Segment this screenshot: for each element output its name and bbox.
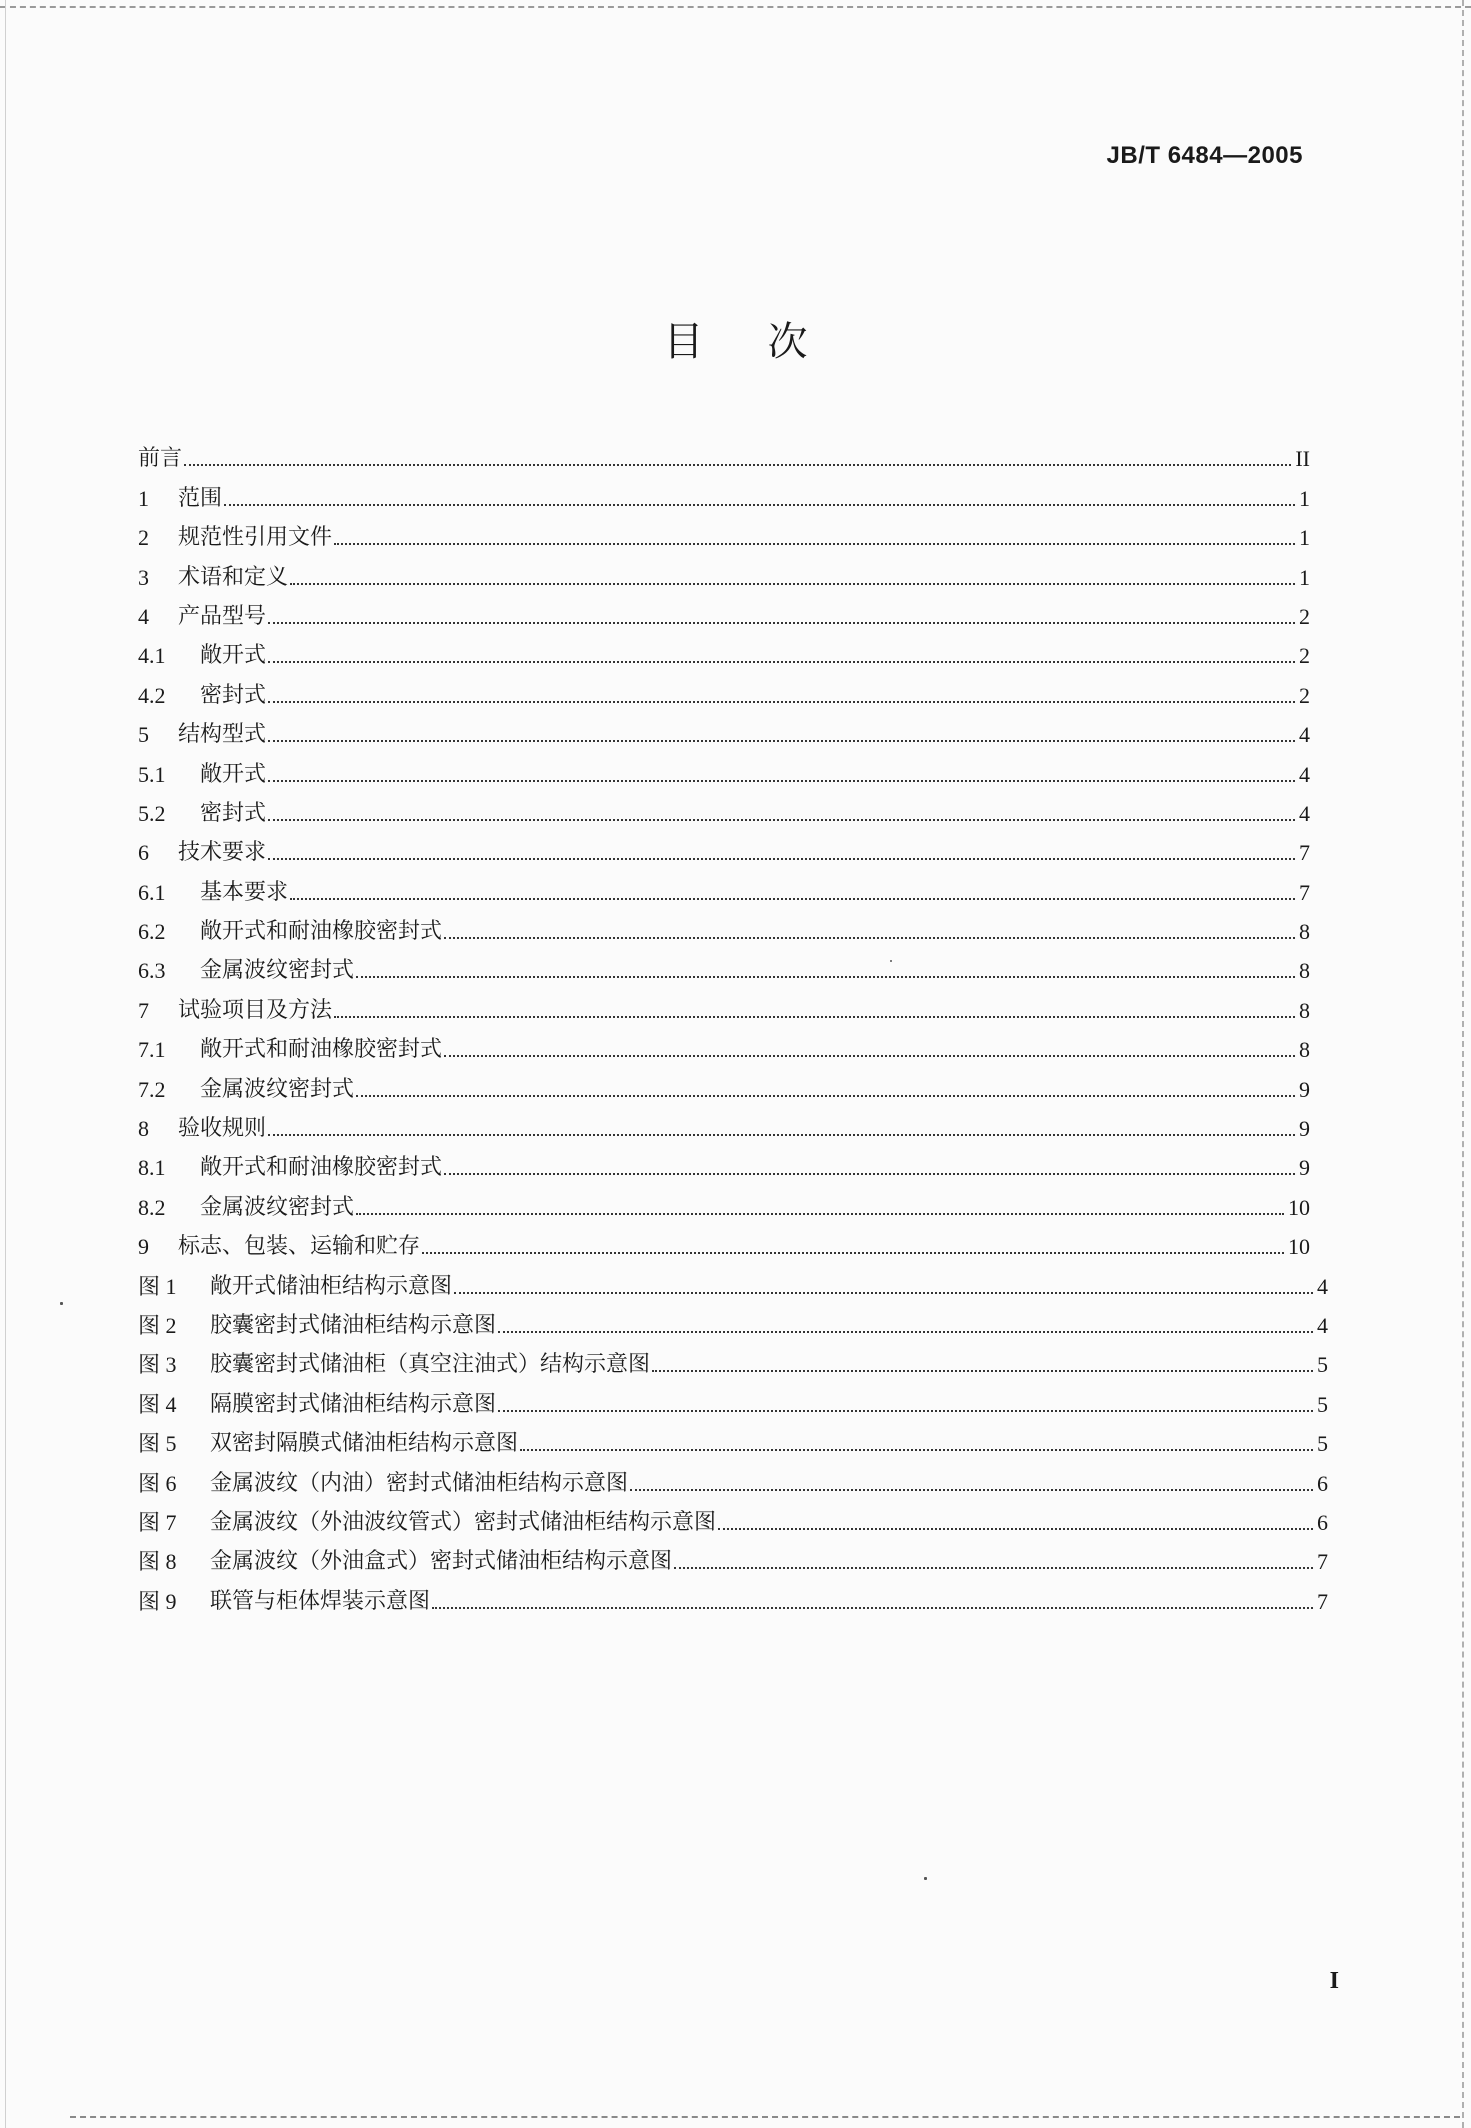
toc-figure-entry <box>138 1496 1328 1535</box>
toc-entry <box>138 629 1310 668</box>
dot-leader <box>444 1173 1295 1175</box>
dot-leader <box>498 1331 1313 1333</box>
toc-entry-title: 规范性引用文件 <box>178 525 333 551</box>
toc-entry-page: 1 <box>1299 485 1310 511</box>
toc-entry-page: II <box>1295 446 1310 472</box>
toc-entry-number: 6.2 <box>138 919 166 945</box>
toc-entry-number: 6.3 <box>138 958 166 984</box>
toc-entry-title: 敞开式 <box>200 761 267 787</box>
toc-entry <box>138 905 1310 944</box>
toc-entry-page: 8 <box>1299 1037 1310 1063</box>
toc-entry-title: 隔膜密封式储油柜结构示意图 <box>210 1391 497 1417</box>
toc-entry-page: 8 <box>1299 919 1310 945</box>
toc-entry-page: 4 <box>1317 1273 1328 1299</box>
toc-entry <box>138 1102 1310 1141</box>
toc-entry-number: 图 5 <box>138 1431 177 1457</box>
toc-entry-title: 胶囊密封式储油柜（真空注油式）结构示意图 <box>210 1352 651 1378</box>
toc-figure-entry <box>138 1574 1328 1613</box>
toc-entry-title: 基本要求 <box>200 879 289 905</box>
toc-entry-title: 技术要求 <box>178 840 267 866</box>
toc-entry-page: 7 <box>1299 840 1310 866</box>
toc-entry-page: 9 <box>1299 1076 1310 1102</box>
toc-entry-number: 9 <box>138 1234 149 1260</box>
toc-entry-number: 图 4 <box>138 1391 177 1417</box>
toc-entry <box>138 1023 1310 1062</box>
toc-entry-number: 图 2 <box>138 1312 177 1338</box>
toc-entry-number: 4 <box>138 603 149 629</box>
toc-entry-page: 10 <box>1288 1234 1310 1260</box>
toc-entry-title: 胶囊密封式储油柜结构示意图 <box>210 1312 497 1338</box>
dot-leader <box>290 583 1295 585</box>
dot-leader <box>444 1055 1295 1057</box>
dot-leader <box>334 1016 1295 1018</box>
toc-entry-number: 5.1 <box>138 761 166 787</box>
toc-entry-number: 2 <box>138 525 149 551</box>
dot-leader <box>268 740 1295 742</box>
dot-leader <box>432 1607 1313 1609</box>
toc-entry-number: 4.2 <box>138 682 166 708</box>
dot-leader <box>630 1489 1313 1491</box>
dot-leader <box>454 1292 1313 1294</box>
scan-edge-top <box>0 6 1471 8</box>
toc-entry-title: 双密封隔膜式储油柜结构示意图 <box>210 1431 519 1457</box>
toc-entry-number: 7 <box>138 997 149 1023</box>
toc-figure-entry <box>138 1299 1328 1338</box>
page-title: 目次 <box>663 319 872 365</box>
toc-entry-title: 敞开式和耐油橡胶密封式 <box>200 919 443 945</box>
toc-entry <box>138 944 1310 983</box>
dot-leader <box>290 898 1295 900</box>
toc-entry-title: 结构型式 <box>178 722 267 748</box>
toc-entry-title: 密封式 <box>200 682 267 708</box>
toc-entry-page: 5 <box>1317 1391 1328 1417</box>
toc-entry-number: 8 <box>138 1116 149 1142</box>
toc-entry <box>138 865 1310 904</box>
toc-entry-title: 敞开式储油柜结构示意图 <box>210 1273 453 1299</box>
toc-entry-number: 7.2 <box>138 1076 166 1102</box>
standard-code: JB/T 6484—2005 <box>1106 142 1303 169</box>
dot-leader <box>268 1134 1295 1136</box>
dot-leader <box>268 622 1295 624</box>
toc-entry-page: 1 <box>1299 564 1310 590</box>
page-number: I <box>1329 1968 1339 1994</box>
dot-leader <box>334 543 1295 545</box>
toc-entry-page: 8 <box>1299 958 1310 984</box>
toc-entry-page: 6 <box>1317 1509 1328 1535</box>
toc-entry-title: 标志、包装、运输和贮存 <box>178 1234 421 1260</box>
toc-entry <box>138 1180 1310 1219</box>
toc-entry <box>138 983 1310 1022</box>
toc-entry-number: 4.1 <box>138 643 166 669</box>
toc-entry-number: 图 1 <box>138 1273 177 1299</box>
toc-entry-number: 图 3 <box>138 1352 177 1378</box>
dot-leader <box>268 858 1295 860</box>
toc-entry-title: 试验项目及方法 <box>178 997 333 1023</box>
toc-entry-title: 范围 <box>178 485 223 511</box>
toc-entry-number: 5.2 <box>138 800 166 826</box>
toc-entry-page: 5 <box>1317 1431 1328 1457</box>
toc-entry-title: 敞开式和耐油橡胶密封式 <box>200 1155 443 1181</box>
dot-leader <box>498 1410 1313 1412</box>
toc-entry-page: 2 <box>1299 682 1310 708</box>
dot-leader <box>268 819 1295 821</box>
dot-leader <box>520 1449 1313 1451</box>
toc-entry-page: 8 <box>1299 997 1310 1023</box>
toc-entry-number: 7.1 <box>138 1037 166 1063</box>
toc-entry-title: 金属波纹（外油波纹管式）密封式储油柜结构示意图 <box>210 1509 717 1535</box>
dot-leader <box>356 1095 1295 1097</box>
toc-entry-title: 密封式 <box>200 800 267 826</box>
dot-leader <box>184 464 1291 466</box>
dot-leader <box>268 701 1295 703</box>
table-of-contents <box>138 432 1328 1614</box>
toc-entry-page: 2 <box>1299 603 1310 629</box>
toc-entry-title: 敞开式和耐油橡胶密封式 <box>200 1037 443 1063</box>
dot-leader <box>224 504 1295 506</box>
toc-entry-number: 6 <box>138 840 149 866</box>
toc-entry-title: 产品型号 <box>178 603 267 629</box>
toc-figure-entry <box>138 1535 1328 1574</box>
scan-speck <box>60 1302 63 1305</box>
toc-entry-title: 验收规则 <box>178 1116 267 1142</box>
toc-entry <box>138 826 1310 865</box>
toc-entry <box>138 1141 1310 1180</box>
toc-entry-page: 7 <box>1317 1549 1328 1575</box>
toc-entry-number: 8.2 <box>138 1194 166 1220</box>
toc-entry <box>138 747 1310 786</box>
dot-leader <box>268 661 1295 663</box>
toc-entry <box>138 668 1310 707</box>
toc-entry-number: 图 7 <box>138 1509 177 1535</box>
toc-entry <box>138 471 1310 510</box>
toc-entry-title: 前言 <box>138 446 183 472</box>
toc-entry <box>138 590 1310 629</box>
toc-entry-title: 敞开式 <box>200 643 267 669</box>
toc-entry <box>138 1062 1310 1101</box>
toc-entry <box>138 550 1310 589</box>
toc-entry-page: 9 <box>1299 1155 1310 1181</box>
dot-leader <box>356 976 1295 978</box>
dot-leader <box>444 937 1295 939</box>
scan-edge-bottom <box>70 2116 1460 2118</box>
toc-entry-page: 4 <box>1317 1312 1328 1338</box>
toc-entry-number: 6.1 <box>138 879 166 905</box>
toc-entry-number: 5 <box>138 722 149 748</box>
toc-entry-number: 3 <box>138 564 149 590</box>
toc-entry-title: 术语和定义 <box>178 564 289 590</box>
toc-entry-number: 图 9 <box>138 1588 177 1614</box>
toc-entry-title: 金属波纹密封式 <box>200 958 355 984</box>
toc-entry-page: 7 <box>1299 879 1310 905</box>
toc-entry-number: 8.1 <box>138 1155 166 1181</box>
toc-entry-title: 金属波纹密封式 <box>200 1076 355 1102</box>
toc-entry-title: 金属波纹（内油）密封式储油柜结构示意图 <box>210 1470 629 1496</box>
toc-entry-page: 5 <box>1317 1352 1328 1378</box>
toc-entry-page: 7 <box>1317 1588 1328 1614</box>
dot-leader <box>652 1370 1313 1372</box>
scan-speck <box>890 960 892 962</box>
toc-entry-number: 图 6 <box>138 1470 177 1496</box>
toc-entry <box>138 787 1310 826</box>
toc-entry <box>138 708 1310 747</box>
toc-figure-entry <box>138 1417 1328 1456</box>
dot-leader <box>674 1567 1313 1569</box>
toc-entry-title: 金属波纹密封式 <box>200 1194 355 1220</box>
toc-figure-entry <box>138 1259 1328 1298</box>
toc-figure-entry <box>138 1338 1328 1377</box>
toc-entry-title: 金属波纹（外油盒式）密封式储油柜结构示意图 <box>210 1549 673 1575</box>
dot-leader <box>422 1252 1284 1254</box>
dot-leader <box>718 1528 1313 1530</box>
toc-entry-page: 9 <box>1299 1116 1310 1142</box>
toc-entry-page: 4 <box>1299 800 1310 826</box>
dot-leader <box>268 780 1295 782</box>
toc-entry <box>138 1220 1310 1259</box>
scan-speck <box>924 1877 927 1880</box>
toc-entry <box>138 511 1310 550</box>
toc-figure-entry <box>138 1377 1328 1416</box>
toc-entry-number: 1 <box>138 485 149 511</box>
toc-entry-page: 1 <box>1299 525 1310 551</box>
toc-entry-page: 6 <box>1317 1470 1328 1496</box>
toc-entry-page: 10 <box>1288 1194 1310 1220</box>
toc-entry-number: 图 8 <box>138 1549 177 1575</box>
toc-entry-page: 2 <box>1299 643 1310 669</box>
toc-entry-page: 4 <box>1299 761 1310 787</box>
toc-figure-entry <box>138 1456 1328 1495</box>
toc-entry-page: 4 <box>1299 722 1310 748</box>
toc-entry <box>138 432 1310 471</box>
toc-entry-title: 联管与柜体焊装示意图 <box>210 1588 431 1614</box>
dot-leader <box>356 1213 1284 1215</box>
